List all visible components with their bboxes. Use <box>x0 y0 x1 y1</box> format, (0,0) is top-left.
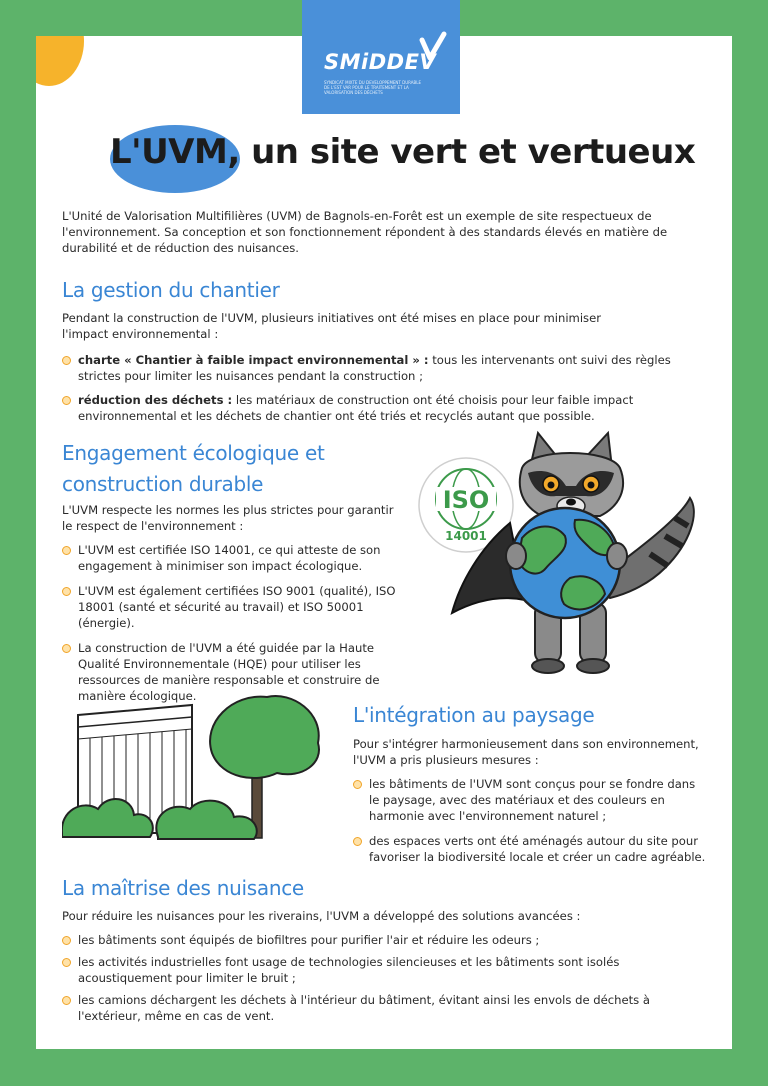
section1-body <box>62 310 708 432</box>
bullet-icon <box>62 587 71 596</box>
section2-lead: L'UVM respecte les normes les plus strictes pour garantir le respect de l'environnement : <box>62 503 394 533</box>
list-item: La construction de l'UVM a été guidée par la Haute Qualité Environnementale (HQE) pour utiliser les ressources de manière responsable et construire de manière écologique. <box>62 640 402 704</box>
list-item: réduction des déchets : les matériaux de construction ont été choisis pour leur faible impact environnemental et les déchets de chantier ont été triés et recyclés autant que possible. <box>62 392 708 424</box>
list-item: des espaces verts ont été aménagés autour du site pour favoriser la biodiversité locale et créer un cadre agréable. <box>353 833 708 865</box>
bullet-icon <box>62 996 71 1005</box>
intro-paragraph: L'Unité de Valorisation Multifilières (UVM) de Bagnols-en-Forêt est un exemple de site respectueux de l'environnement. Sa conception et son fonctionnement répondent à des standards élevés en matière de durabilité et de réduction des nuisances. <box>62 209 668 255</box>
bullet-icon <box>62 546 71 555</box>
decorative-orange-blob <box>36 36 84 86</box>
section1-lead: Pendant la construction de l'UVM, plusieurs initiatives ont été mises en place pour minimiser l'impact environnemental : <box>62 311 602 341</box>
section1-list <box>62 352 708 424</box>
bullet-icon <box>353 837 362 846</box>
list-item: les activités industrielles font usage de technologies silencieuses et les bâtiments sont isolés acoustiquement pour limiter le bruit ; <box>62 954 712 986</box>
section4-lead: Pour réduire les nuisances pour les riverains, l'UVM a développé des solutions avancées : <box>62 909 581 923</box>
list-item: les camions déchargent les déchets à l'intérieur du bâtiment, évitant ainsi les envols de déchets à l'extérieur, même en cas de vent. <box>62 992 712 1024</box>
list-item: L'UVM est également certifiées ISO 9001 (qualité), ISO 18001 (santé et sécurité au travail) et ISO 50001 (énergie). <box>62 583 402 631</box>
section4-heading: La maîtrise des nuisance <box>62 876 304 900</box>
bullet-icon <box>62 644 71 653</box>
section3-body <box>353 736 708 873</box>
section3-lead: Pour s'intégrer harmonieusement dans son environnement, l'UVM a pris plusieurs mesures : <box>353 737 699 767</box>
iso-number: 14001 <box>445 529 487 543</box>
bullet-icon <box>62 958 71 967</box>
list-item: les bâtiments de l'UVM sont conçus pour se fondre dans le paysage, avec des matériaux et des couleurs en harmonie avec l'environnement naturel ; <box>353 776 708 824</box>
section2-list <box>62 542 402 704</box>
list-item: L'UVM est certifiée ISO 14001, ce qui atteste de son engagement à minimiser son impact écologique. <box>62 542 402 574</box>
list-item: charte « Chantier à faible impact environnemental » : tous les intervenants ont suivi des règles strictes pour limiter les nuisances pendant la construction ; <box>62 352 708 384</box>
logo-check-icon <box>418 30 448 64</box>
section4-body <box>62 908 712 1032</box>
logo-name: SMiDDEV <box>324 50 437 74</box>
section2-body <box>62 502 402 712</box>
page-title: L'UVM, un site vert et vertueux <box>110 132 696 172</box>
list-item: les bâtiments sont équipés de biofiltres pour purifier l'air et réduire les odeurs ; <box>62 932 712 948</box>
bullet-icon <box>353 780 362 789</box>
iso-label: ISO <box>442 486 490 514</box>
bullet-icon <box>62 356 71 365</box>
logo-tagline: SYNDICAT MIXTE DU DEVELOPPEMENT DURABLE DE L'EST VAR POUR LE TRAITEMENT ET LA VALORISATION DES DÉCHETS <box>324 80 421 95</box>
smiddev-logo <box>302 0 460 114</box>
bullet-icon <box>62 396 71 405</box>
section4-list <box>62 932 712 1024</box>
raccoon-holding-earth-illustration <box>450 428 700 678</box>
section3-list <box>353 776 708 865</box>
building-with-trees-illustration <box>62 683 332 848</box>
section2-heading: Engagement écologique et construction durable <box>62 441 325 496</box>
section3-heading: L'intégration au paysage <box>353 703 595 727</box>
section1-heading: La gestion du chantier <box>62 278 280 302</box>
bullet-icon <box>62 936 71 945</box>
